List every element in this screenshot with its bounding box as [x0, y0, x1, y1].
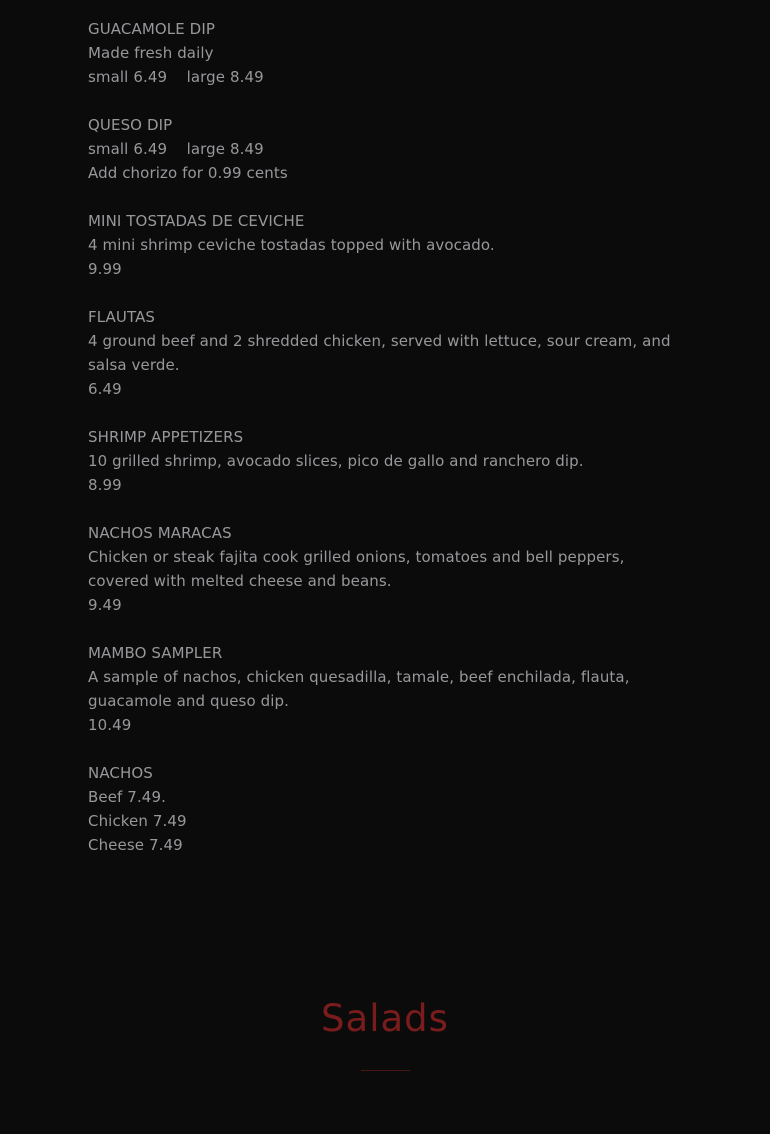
menu-item-price: small 6.49 large 8.49 — [88, 68, 264, 86]
menu-item — [88, 17, 684, 89]
menu-item-price: small 6.49 large 8.49 — [88, 140, 264, 158]
menu-item-option: Cheese 7.49 — [88, 836, 183, 854]
menu-item — [88, 761, 684, 857]
menu-item-price: 10.49 — [88, 716, 132, 734]
menu-item-price: 6.49 — [88, 380, 122, 398]
menu-item-description: Made fresh daily — [88, 44, 214, 62]
section-divider — [361, 1070, 410, 1071]
menu-item — [88, 521, 684, 617]
menu-item-name: MAMBO SAMPLER — [88, 644, 223, 662]
menu-item-price: 8.99 — [88, 476, 122, 494]
menu-item — [88, 113, 684, 185]
appetizers-menu-list — [88, 17, 684, 881]
menu-item-name: QUESO DIP — [88, 116, 173, 134]
menu-item-option: Beef 7.49. — [88, 788, 166, 806]
menu-item-option: Chicken 7.49 — [88, 812, 187, 830]
section-title-salads: Salads — [321, 997, 449, 1040]
menu-item — [88, 641, 684, 737]
menu-item-name: FLAUTAS — [88, 308, 156, 326]
menu-item-name: GUACAMOLE DIP — [88, 20, 216, 38]
menu-item-name: MINI TOSTADAS DE CEVICHE — [88, 212, 305, 230]
menu-item-name: NACHOS — [88, 764, 153, 782]
menu-item-price: 9.99 — [88, 260, 122, 278]
menu-item-description: Chicken or steak fajita cook grilled onions, tomatoes and bell peppers, covered with melted cheese and beans. — [88, 548, 625, 590]
menu-item-description: 10 grilled shrimp, avocado slices, pico de gallo and ranchero dip. — [88, 452, 584, 470]
menu-item-description: 4 mini shrimp ceviche tostadas topped with avocado. — [88, 236, 495, 254]
menu-item — [88, 209, 684, 281]
menu-item — [88, 425, 684, 497]
menu-item-description: A sample of nachos, chicken quesadilla, tamale, beef enchilada, flauta, guacamole and queso dip. — [88, 668, 630, 710]
menu-item-name: SHRIMP APPETIZERS — [88, 428, 244, 446]
menu-item-description: 4 ground beef and 2 shredded chicken, served with lettuce, sour cream, and salsa verde. — [88, 332, 671, 374]
menu-item-addon: Add chorizo for 0.99 cents — [88, 164, 288, 182]
menu-item-name: NACHOS MARACAS — [88, 524, 232, 542]
menu-item-price: 9.49 — [88, 596, 122, 614]
menu-item — [88, 305, 684, 401]
